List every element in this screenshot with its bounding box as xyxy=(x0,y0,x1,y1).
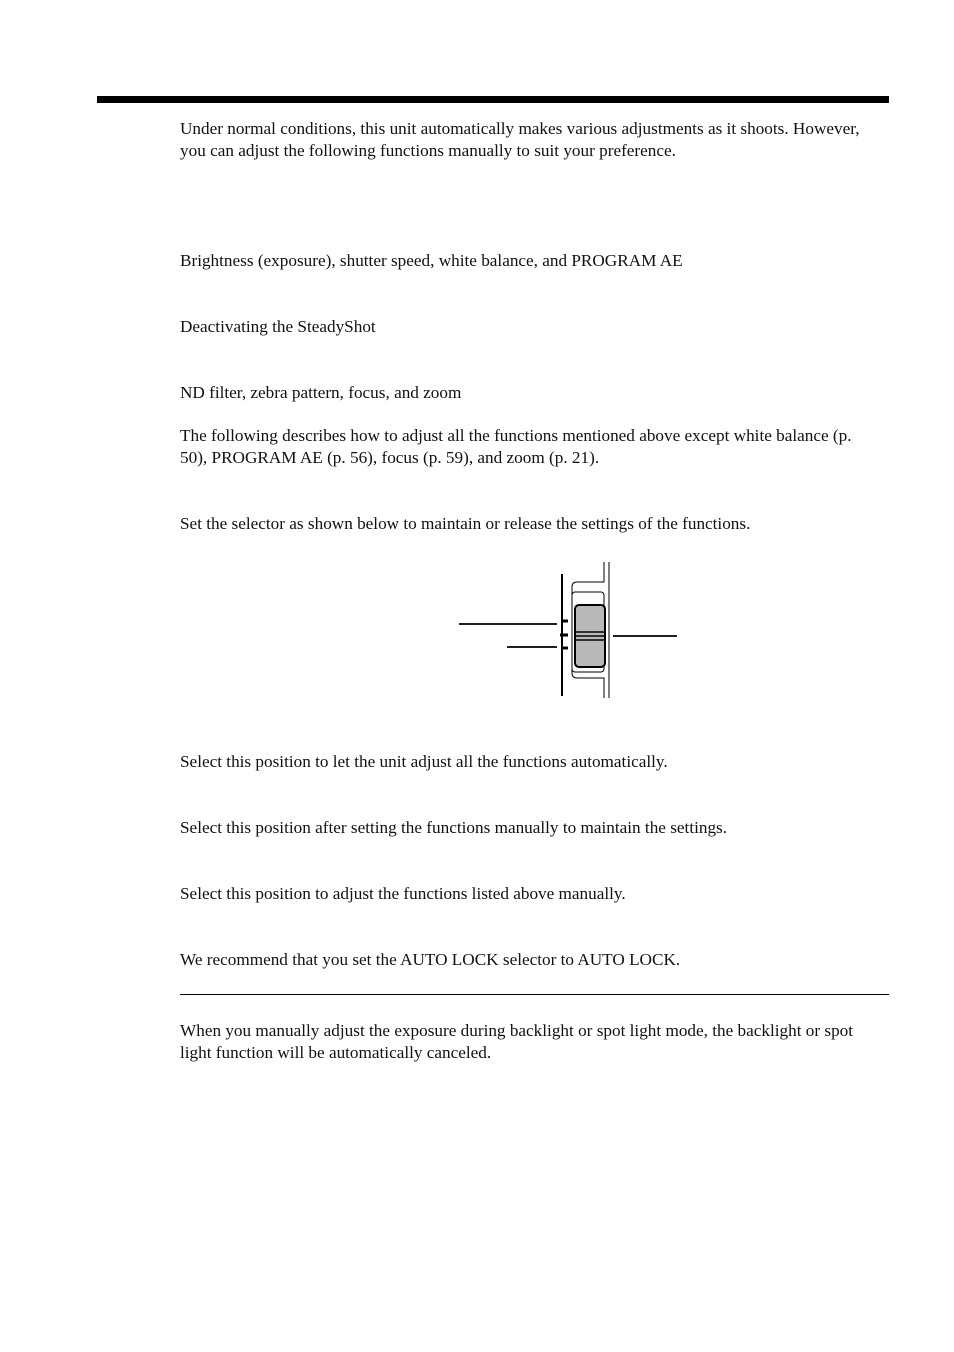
set-selector-paragraph: Set the selector as shown below to maintain or release the settings of the functions. xyxy=(180,514,751,533)
nd-filter-item: ND filter, zebra pattern, focus, and zoom xyxy=(180,383,462,402)
header-rule xyxy=(97,96,889,103)
auto-position-description: Select this position to let the unit adjust all the functions automatically. xyxy=(180,752,668,771)
backlight-note: When you manually adjust the exposure during backlight or spot light mode, the backlight or spot light function will be automatically canceled. xyxy=(180,1021,854,1063)
intro-paragraph: Under normal conditions, this unit automatically makes various adjustments as it shoots. However, you can adjust the following functions manually to suit your preference. xyxy=(180,119,860,161)
hold-position-description: Select this position after setting the functions manually to maintain the settings. xyxy=(180,818,728,837)
manual-position-description: Select this position to adjust the functions listed above manually. xyxy=(180,884,626,903)
following-paragraph: The following describes how to adjust all the functions mentioned above except white balance (p. 50), PROGRAM AE (p. 56), focus (p. 59), and zoom (p. 21). xyxy=(180,426,852,468)
note-divider xyxy=(180,994,889,995)
brightness-item: Brightness (exposure), shutter speed, white balance, and PROGRAM AE xyxy=(180,251,683,270)
auto-lock-selector-diagram xyxy=(455,560,680,700)
steadyshot-item: Deactivating the SteadyShot xyxy=(180,317,376,336)
recommendation-note: We recommend that you set the AUTO LOCK selector to AUTO LOCK. xyxy=(180,950,681,969)
